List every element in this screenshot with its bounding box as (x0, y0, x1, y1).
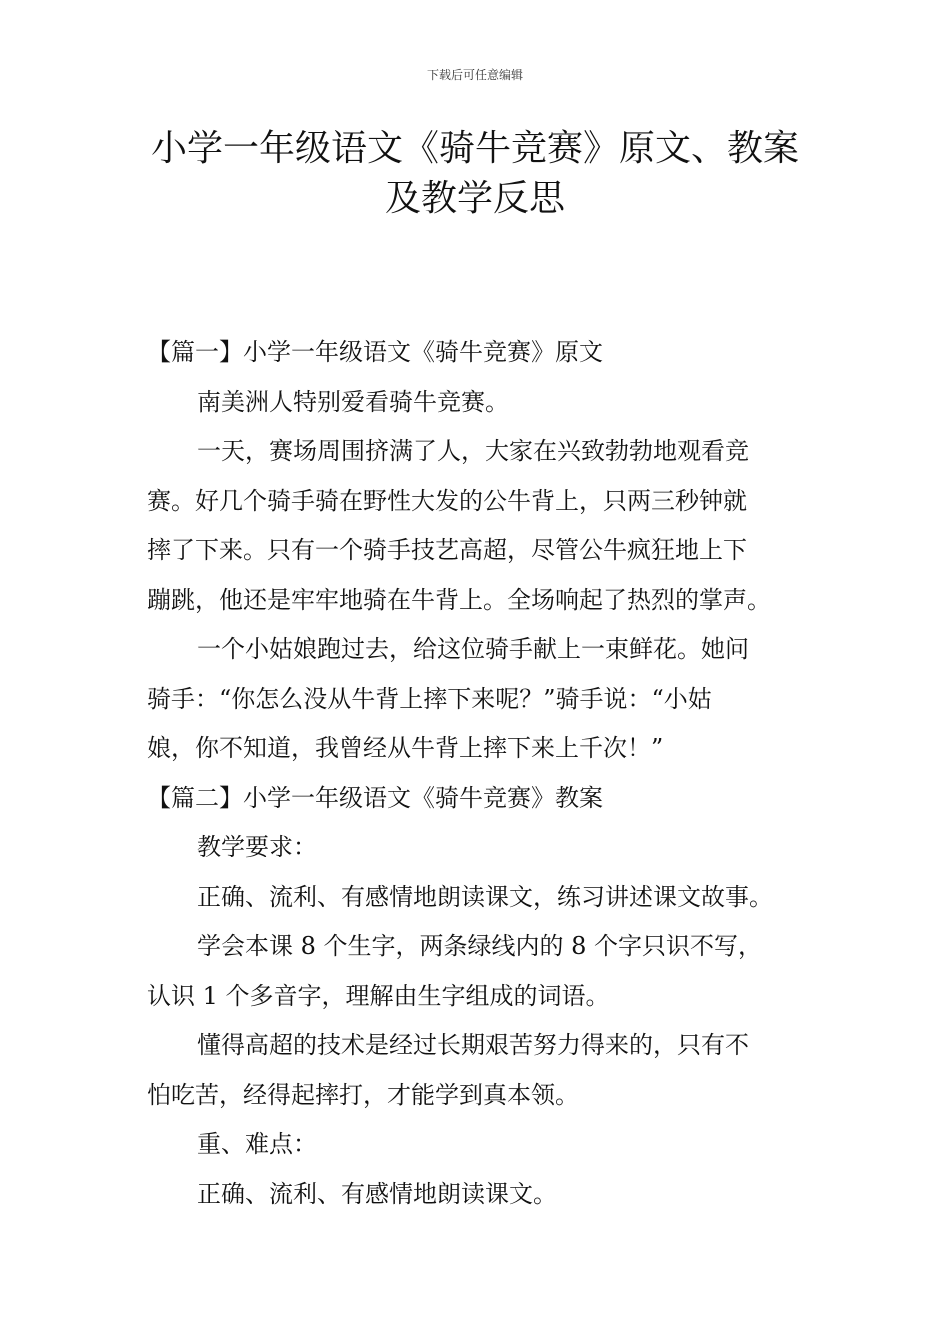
paragraph-line: 学会本课 8 个生字，两条绿线内的 8 个字只识不写， (197, 932, 763, 960)
difficulty-label: 重、难点： (197, 1130, 317, 1158)
paragraph-line: 一个小姑娘跑过去，给这位骑手献上一束鲜花。她问 (197, 635, 749, 663)
paragraph-line: 怕吃苦，经得起摔打，才能学到真本领。 (147, 1080, 579, 1109)
paragraph-line: 摔了下来。只有一个骑手技艺高超，尽管公牛疯狂地上下 (147, 536, 747, 564)
paragraph-line: 娘，你不知道，我曾经从牛背上摔下来上千次！” (147, 734, 664, 762)
paragraph-line: 南美洲人特别爱看骑牛竞赛。 (197, 387, 509, 416)
paragraph-line: 蹦跳，他还是牢牢地骑在牛背上。全场响起了热烈的掌声。 (147, 585, 771, 614)
section-heading-1: 【篇一】小学一年级语文《骑牛竞赛》原文 (147, 338, 603, 366)
title-line-1: 小学一年级语文《骑牛竞赛》原文、教案 (150, 128, 799, 169)
paragraph-line: 正确、流利、有感情地朗读课文，练习讲述课文故事。 (197, 882, 773, 911)
title-line-2: 及教学反思 (384, 178, 565, 219)
section-heading-2: 【篇二】小学一年级语文《骑牛竞赛》教案 (147, 783, 603, 812)
document-body (147, 328, 807, 1219)
paragraph-line: 骑手：“你怎么没从牛背上摔下来呢？”骑手说：“小姑 (147, 684, 712, 713)
paragraph-line: 正确、流利、有感情地朗读课文。 (197, 1179, 557, 1208)
document-title (120, 124, 830, 224)
requirements-label: 教学要求： (197, 833, 317, 861)
paragraph-line: 认识 1 个多音字，理解由生字组成的词语。 (147, 981, 610, 1010)
header-note: 下载后可任意编辑 (426, 68, 523, 82)
paragraph-line: 一天，赛场周围挤满了人，大家在兴致勃勃地观看竞 (197, 437, 749, 465)
paragraph-line: 懂得高超的技术是经过长期艰苦努力得来的，只有不 (197, 1031, 749, 1059)
paragraph-line: 赛。好几个骑手骑在野性大发的公牛背上，只两三秒钟就 (147, 486, 747, 515)
